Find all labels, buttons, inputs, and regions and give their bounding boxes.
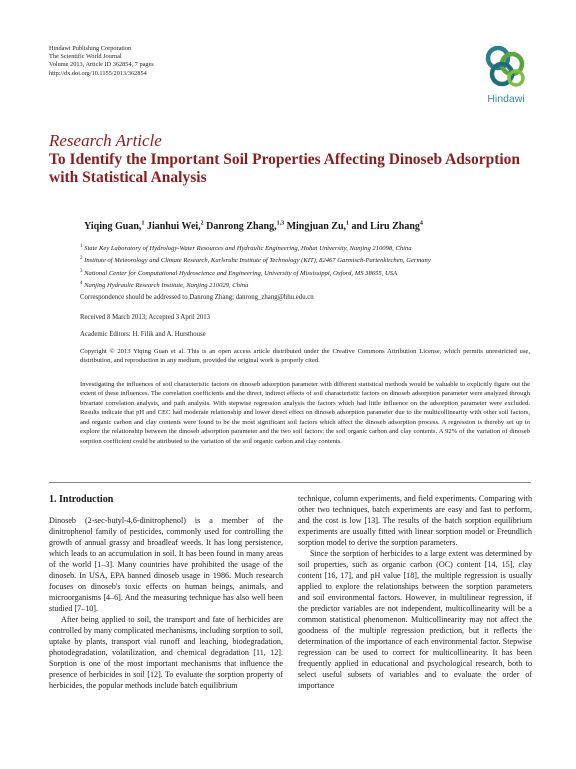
author[interactable]: Danrong Zhang,$^{1,3}$ xyxy=(206,221,285,233)
affiliation: $^2$ Institute of Meteorology and Climate Research, Karlsruhe Institute of Technology (KIT), 82467 Garmisch-Partenkirchen, Germany xyxy=(80,256,431,265)
paragraph: technique, column experiments, and field experiments. Comparing with other two techniques, batch experiments are easy and fast to perform, and the cost is low [13]. The results of the batch sorption equilibrium experiments are usually fitted with linear sorption model or Freundlich sorption model to derive the sorption parameters. xyxy=(298,494,532,547)
affiliation: $^3$ National Center for Computational Hydroscience and Engineering, University of Mississippi, Oxford, MS 38655, USA xyxy=(80,268,398,277)
hindawi-logo-icon xyxy=(476,38,536,100)
paragraph: After being applied to soil, the transport and fate of herbicides are controlled by many complicated mechanisms, including sorption to soil, uptake by plants, transport vial runoff and leaching, biodegradation, photodegradation, volatilization, and chemical degradation [11, 12]. Sorption is one of the most important mechanisms that influence the presence of herbicides in soil [12]. To evaluate the sorption property of herbicides, the popular methods include batch equilibrium xyxy=(49,615,283,690)
journal-header xyxy=(49,45,154,78)
doi-link[interactable]: http://dx.doi.org/10.1155/2013/362854 xyxy=(49,69,147,77)
correspondence: Correspondence should be addressed to Danrong Zhang; danrong_zhang@hhu.edu.cn xyxy=(80,294,314,301)
copyright-notice: Copyright © 2013 Yiqing Guan et al. This is an open access article distributed under the Creative Commons Attribution License, which permits unrestricted use, distribution, and reproduction in any medium, provided the original work is properly cited. xyxy=(80,348,530,365)
author[interactable]: Yiqing Guan,$^1$ xyxy=(84,221,145,233)
paragraph: Since the sorption of herbicides to a large extent was determined by soil properties, such as organic carbon (OC) content [14, 15], clay content [16, 17], and pH value [18], the multiple regression is usually applied to explore the relationships between the sorption parameters and soil environmental factors. However, in multilinear regression, if the predictor variables are not independent, multicollinearity will be a common statistical phenomenon. Multicollinearity may not affect the goodness of the multiple regression prediction, but it reflects the determination of the importance of each environmental factor. Stepwise regression can be used to correct for multicollinearity. It has been frequently applied in educational and psychological research, both to select useful subsets of variables and to evaluate the order of importance xyxy=(298,549,532,690)
right-column xyxy=(298,493,532,691)
article-type: Research Article xyxy=(49,131,162,150)
section-heading: 1. Introduction xyxy=(49,494,114,505)
author[interactable]: Jianhui Wei,$^2$ xyxy=(146,221,204,233)
hindawi-logo-text: Hindawi xyxy=(487,93,525,105)
article-title: To Identify the Important Soil Properties Affecting Dinoseb Adsorption with Statistical Analysis xyxy=(49,151,521,186)
received-dates: Received 8 March 2013; Accepted 3 April 2013 xyxy=(80,314,211,321)
abstract: Investigating the influences of soil characteristic factors on dinoseb adsorption parameter with different statistical methods would be valuable to explicitly figure out the extent of these influences. The correlation coefficients and the direct, indirect effects of soil characteristic factors on dinoseb adsorption parameter were analyzed through bivariate correlation analysis, and path analysis. With stepwise regression analysis the factors which had little influence on the adsorption parameter were excluded. Results indicate that pH and CEC had moderate relationship and lower direct effect on dinoseb adsorption parameter due to the multicollinearity with other soil factors, and organic carbon and clay contents were found to be the most significant soil factors which affect the dinoseb adsorption process. A regression is thereby set up to explore the relationship between the dinoseb adsorption parameter and the two soil factors: the soil organic carbon and clay contents. A 92% of the variation of dinoseb sorption coefficient could be attributed to the variation of the soil organic carbon and clay contents. xyxy=(80,381,530,445)
affiliation-list xyxy=(80,242,540,292)
left-column xyxy=(49,494,283,691)
author-list xyxy=(84,221,423,232)
author[interactable]: and Liru Zhang$^4$ xyxy=(351,221,423,233)
journal-name: The Scientific World Journal xyxy=(49,53,122,61)
author[interactable]: Mingjuan Zu,$^1$ xyxy=(286,221,350,233)
paragraph: Dinoseb (2-sec-butyl-4,6-dinitrophenol) is a member of the dinitrophenol family of pesticides, commonly used for controlling the growth of annual grassy and broadleaf weeds. It has long persistence, which leads to an accumulation in soil. It has been found in many areas of the world [1–3]. Many countries have prohibited the usage of the dinoseb. In USA, EPA banned dinoseb usage in 1986. Much research focuses on dinoseb's toxic effects on human beings, animals, and microorganisms [4–6]. And the measuring technique has also well been studied [7–10]. xyxy=(49,516,283,613)
academic-editors: Academic Editors: H. Filik and A. Hursthouse xyxy=(80,331,206,338)
affiliation: $^4$ Nanjing Hydraulic Research Institute, Nanjing 210029, China xyxy=(80,281,249,290)
affiliation: $^1$ State Key Laboratory of Hydrology-Water Resources and Hydraulic Engineering, Hohai University, Nanjing 210098, China xyxy=(80,244,412,253)
section-divider xyxy=(49,482,531,483)
publisher-name: Hindawi Publishing Corporation xyxy=(49,45,132,52)
volume-info: Volume 2013, Article ID 362854, 7 pages xyxy=(49,61,154,69)
